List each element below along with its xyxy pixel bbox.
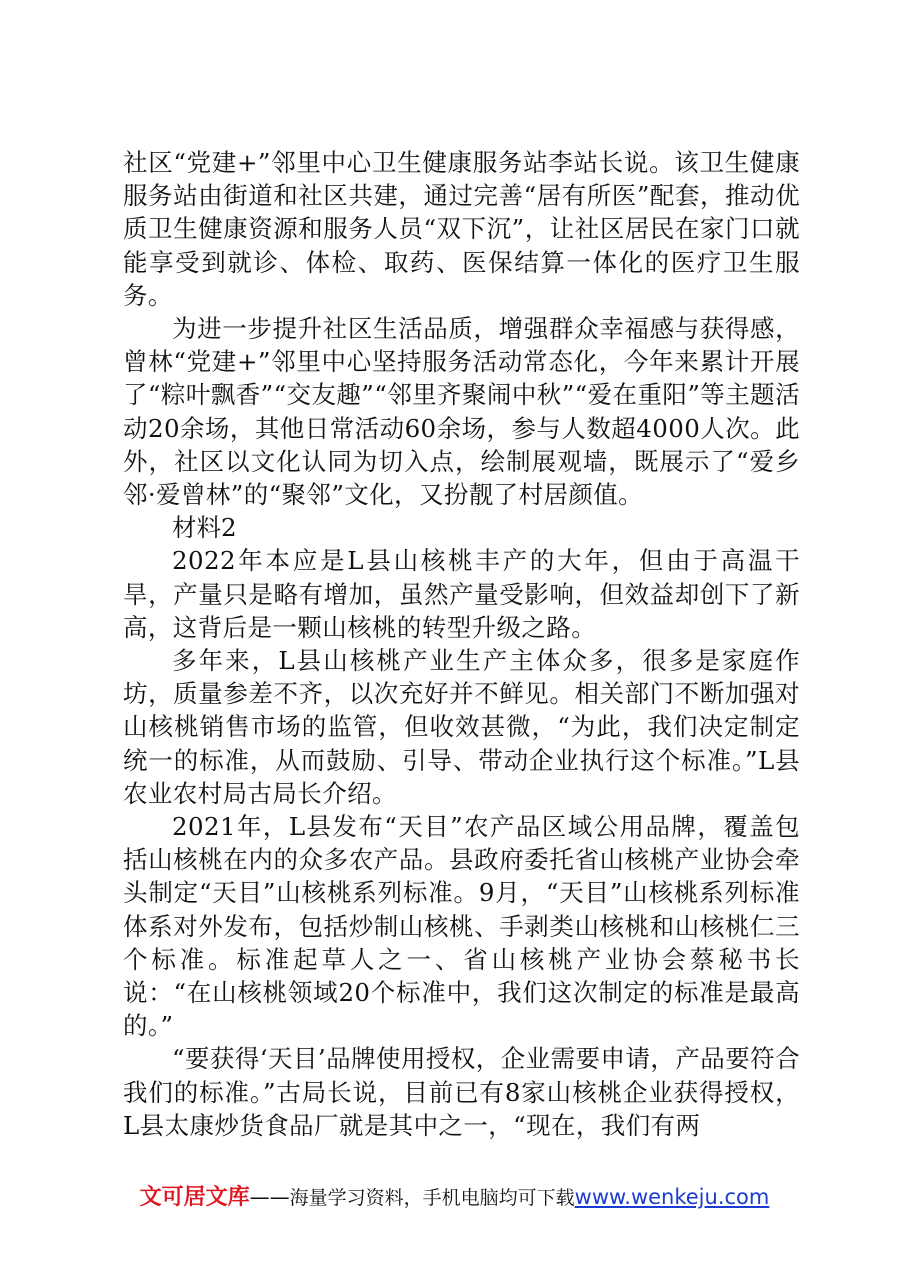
footer-dash: —— <box>249 1185 290 1209</box>
paragraph-walnut-industry: 多年来，L县山核桃产业生产主体众多，很多是家庭作坊，质量参差不齐，以次充好并不鲜见。相关部门不断加强对山核桃销售市场的监管，但收效甚微，“为此，我们决定制定统一的标准，从而鼓励、引导、带动企业执行这个标准。”L县农业农村局古局长介绍。 <box>123 646 800 808</box>
paragraph-walnut-harvest: 2022年本应是L县山核桃丰产的大年，但由于高温干旱，产量只是略有增加，虽然产量受影响，但效益却创下了新高，这背后是一颗山核桃的转型升级之路。 <box>123 546 800 642</box>
paragraph-tianmu-brand: 2021年，L县发布“天目”农产品区域公用品牌，覆盖包括山核桃在内的众多农产品。县政府委托省山核桃产业协会牵头制定“天目”山核桃系列标准。9月，“天目”山核桃系列标准体系对外发布，包括炒制山核桃、手剥类山核桃和山核桃仁三个标准。标准起草人之一、省山核桃产业协会蔡秘书长说：“在山核桃领域20个标准中，我们这次制定的标准是最高的。” <box>123 812 800 1041</box>
footer-slogan: 海量学习资料，手机电脑均可下载 <box>289 1187 575 1209</box>
paragraph-community-health-station: 社区“党建+”邻里中心卫生健康服务站李站长说。该卫生健康服务站由街道和社区共建，通过完善“居有所医”配套，推动优质卫生健康资源和服务人员“双下沉”，让社区居民在家门口就能享受到就诊、体检、取药、医保结算一体化的医疗卫生服务。 <box>123 148 800 310</box>
section-heading-material-2: 材料2 <box>172 513 237 543</box>
paragraph-brand-authorization: “要获得‘天目’品牌使用授权，企业需要申请，产品要符合我们的标准。”古局长说，目前已有8家山核桃企业获得授权，L县太康炒货食品厂就是其中之一，“现在，我们有两 <box>123 1044 800 1140</box>
document-body <box>123 146 800 1142</box>
paragraph-community-activities: 为进一步提升社区生活品质，增强群众幸福感与获得感，曾林“党建+”邻里中心坚持服务活动常态化，今年来累计开展了“粽叶飘香”“交友趣”“邻里齐聚闹中秋”“爱在重阳”等主题活动20余场，其他日常活动60余场，参与人数超4000人次。此外，社区以文化认同为切入点，绘制展观墙，既展示了“爱乡邻·爱曾林”的“聚邻”文化，又扮靓了村居颜值。 <box>123 314 800 510</box>
footer-website-link[interactable]: www.wenkeju.com <box>574 1185 770 1209</box>
footer-banner <box>0 1180 909 1211</box>
footer-brand-name: 文可居文库 <box>139 1185 250 1210</box>
